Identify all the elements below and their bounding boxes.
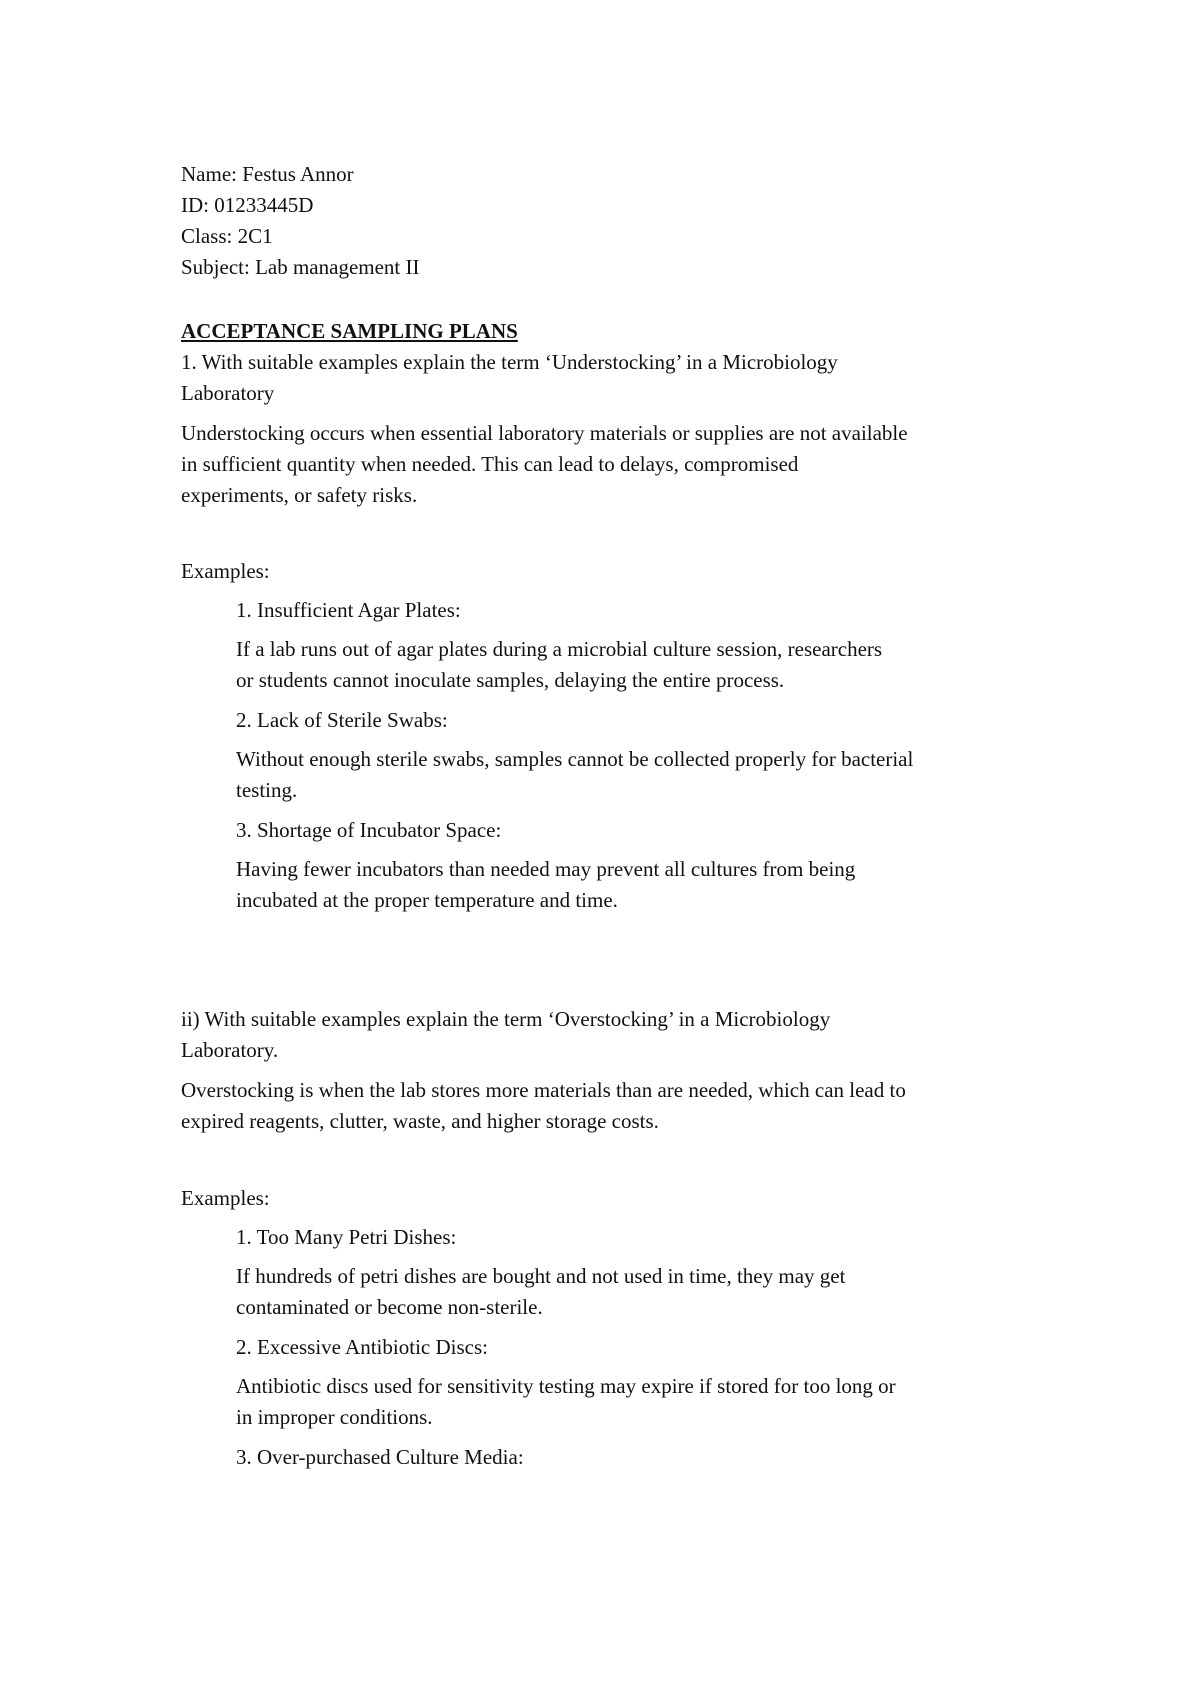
subject: Subject: Lab management II (181, 255, 420, 279)
question-1-line: Laboratory (181, 381, 275, 405)
example-text: incubated at the proper temperature and time. (236, 888, 618, 912)
example-title: 1. Too Many Petri Dishes: (236, 1225, 457, 1249)
answer-1-line: in sufficient quantity when needed. This can lead to delays, compromised (181, 452, 799, 476)
example-text: If hundreds of petri dishes are bought and not used in time, they may get (236, 1264, 846, 1288)
question-2-line: Laboratory. (181, 1038, 279, 1062)
example-text: Having fewer incubators than needed may prevent all cultures from being (236, 857, 856, 881)
example-title: 3. Shortage of Incubator Space: (236, 818, 502, 842)
example-title: 3. Over-purchased Culture Media: (236, 1445, 524, 1469)
student-id: ID: 01233445D (181, 193, 314, 217)
example-text: Antibiotic discs used for sensitivity testing may expire if stored for too long or (236, 1374, 896, 1398)
example-text: or students cannot inoculate samples, delaying the entire process. (236, 668, 785, 692)
section-title: ACCEPTANCE SAMPLING PLANS (181, 319, 518, 343)
question-2-line: ii) With suitable examples explain the term ‘Overstocking’ in a Microbiology (181, 1007, 831, 1031)
examples-label: Examples: (181, 559, 270, 583)
example-text: If a lab runs out of agar plates during a microbial culture session, researchers (236, 637, 883, 661)
question-1-line: 1. With suitable examples explain the term ‘Understocking’ in a Microbiology (181, 350, 838, 374)
example-text: Without enough sterile swabs, samples cannot be collected properly for bacterial (236, 747, 914, 771)
answer-1-line: Understocking occurs when essential laboratory materials or supplies are not available (181, 421, 908, 445)
example-title: 2. Excessive Antibiotic Discs: (236, 1335, 488, 1359)
example-title: 2. Lack of Sterile Swabs: (236, 708, 448, 732)
answer-2-line: expired reagents, clutter, waste, and higher storage costs. (181, 1109, 659, 1133)
example-text: contaminated or become non-sterile. (236, 1295, 543, 1319)
student-class: Class: 2C1 (181, 224, 273, 248)
example-text: testing. (236, 778, 298, 802)
examples-label: Examples: (181, 1186, 270, 1210)
answer-1-line: experiments, or safety risks. (181, 483, 418, 507)
example-title: 1. Insufficient Agar Plates: (236, 598, 461, 622)
student-name: Name: Festus Annor (181, 162, 354, 186)
example-text: in improper conditions. (236, 1405, 433, 1429)
answer-2-line: Overstocking is when the lab stores more materials than are needed, which can lead to (181, 1078, 906, 1102)
